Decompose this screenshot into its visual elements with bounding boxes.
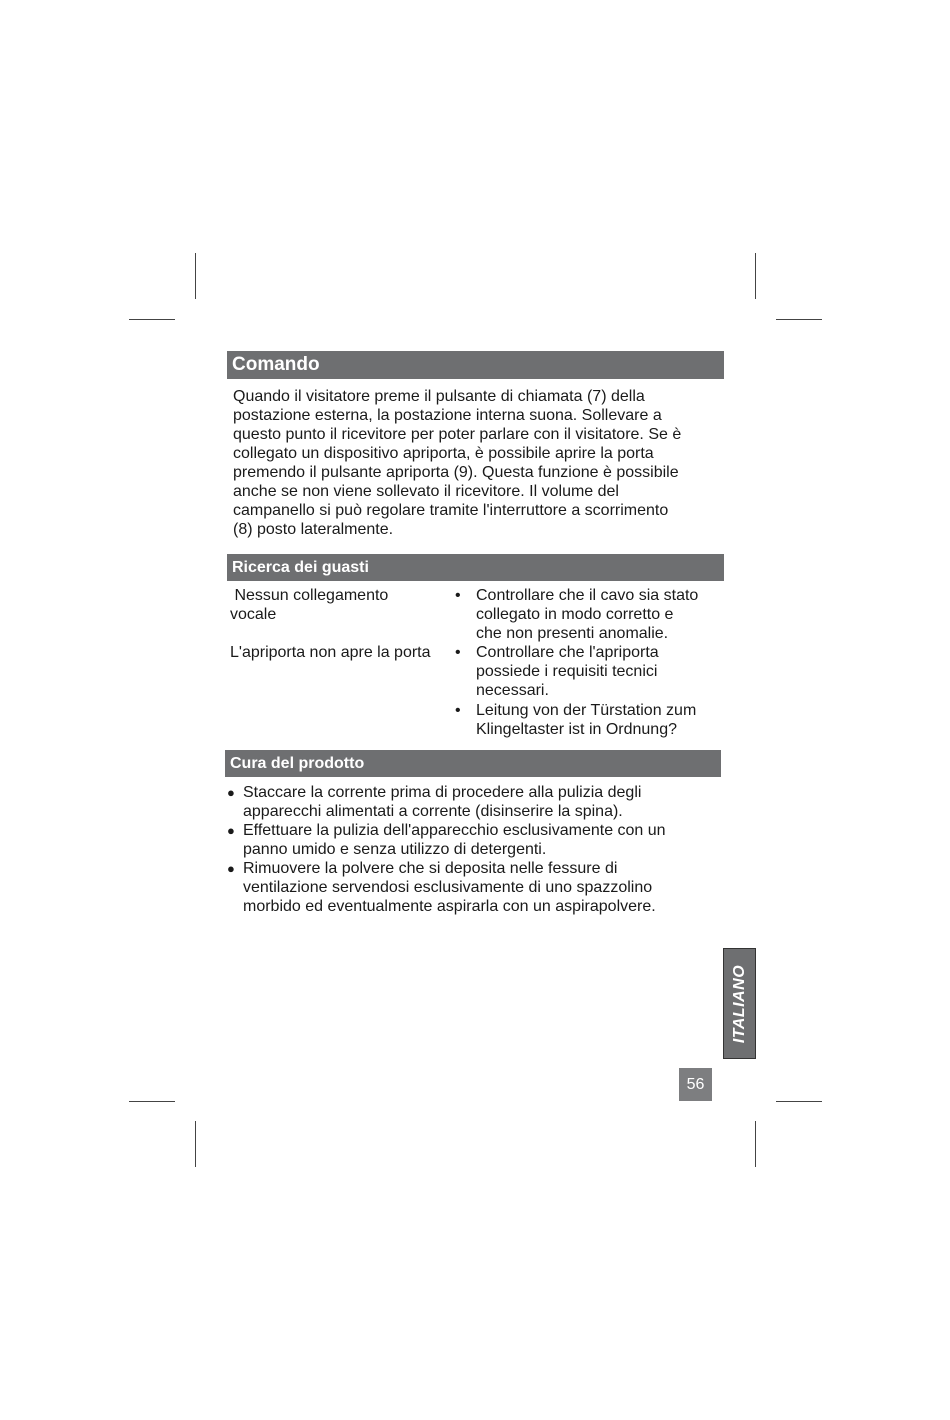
language-tab: [723, 948, 756, 1059]
problem-line: vocale: [230, 606, 277, 623]
solution-line: collegato in modo corretto e: [476, 606, 674, 623]
language-tab-label: ITALIANO: [730, 964, 748, 1043]
solution-line: necessari.: [476, 682, 549, 699]
comando-line: (8) posto lateralmente.: [233, 521, 394, 538]
section-heading-ricerca-guasti: Ricerca dei guasti: [227, 554, 724, 581]
care-line: Effettuare la pulizia dell'apparecchio esclusivamente con un: [243, 822, 666, 839]
bullet-icon: •: [455, 644, 461, 661]
comando-line: Quando il visitatore preme il pulsante di chiamata (7) della: [233, 388, 645, 405]
page-number: 56: [679, 1068, 712, 1101]
bullet-icon: ●: [227, 823, 235, 838]
care-line: apparecchi alimentati a corrente (disinserire la spina).: [243, 803, 623, 820]
care-line: Rimuovere la polvere che si deposita nelle fessure di: [243, 860, 618, 877]
crop-mark-top-right-horizontal: [776, 319, 822, 320]
crop-mark-top-right-vertical: [755, 253, 756, 299]
solution-line: che non presenti anomalie.: [476, 625, 669, 642]
comando-line: campanello si può regolare tramite l'interruttore a scorrimento: [233, 502, 669, 519]
crop-mark-top-left-horizontal: [129, 319, 175, 320]
solution-line: Klingeltaster ist in Ordnung?: [476, 721, 677, 738]
bullet-icon: •: [455, 587, 461, 604]
crop-mark-bottom-right-vertical: [755, 1121, 756, 1167]
comando-line: questo punto il ricevitore per poter parlare con il visitatore. Se è: [233, 426, 682, 443]
troubleshooting-problem: [230, 586, 388, 624]
comando-line: postazione esterna, la postazione interna suona. Sollevare a: [233, 407, 662, 424]
solution-line: possiede i requisiti tecnici: [476, 663, 658, 680]
crop-mark-bottom-left-horizontal: [129, 1101, 175, 1102]
crop-mark-bottom-left-vertical: [195, 1121, 196, 1167]
care-line: morbido ed eventualmente aspirarla con un aspirapolvere.: [243, 898, 656, 915]
comando-paragraph: [233, 387, 723, 539]
solution-line: Controllare che l'apriporta: [476, 644, 659, 661]
problem-line: Nessun collegamento: [230, 587, 389, 604]
comando-line: anche se non viene sollevato il ricevitore. Il volume del: [233, 483, 619, 500]
crop-mark-bottom-right-horizontal: [776, 1101, 822, 1102]
bullet-icon: ●: [227, 861, 235, 876]
solution-line: Controllare che il cavo sia stato: [476, 587, 699, 604]
care-line: ventilazione servendosi esclusivamente di uno spazzolino: [243, 879, 653, 896]
troubleshooting-problem: [230, 643, 431, 662]
bullet-icon: ●: [227, 785, 235, 800]
section-heading-comando: Comando: [227, 351, 724, 379]
problem-line: L'apriporta non apre la porta: [230, 644, 431, 661]
section-heading-cura-prodotto: Cura del prodotto: [225, 750, 721, 777]
comando-line: collegato un dispositivo apriporta, è possibile aprire la porta: [233, 445, 654, 462]
bullet-icon: •: [455, 702, 461, 719]
care-line: panno umido e senza utilizzo di detergenti.: [243, 841, 547, 858]
comando-line: premendo il pulsante apriporta (9). Questa funzione è possibile: [233, 464, 679, 481]
care-line: Staccare la corrente prima di procedere alla pulizia degli: [243, 784, 642, 801]
solution-line: Leitung von der Türstation zum: [476, 702, 697, 719]
crop-mark-top-left-vertical: [195, 253, 196, 299]
